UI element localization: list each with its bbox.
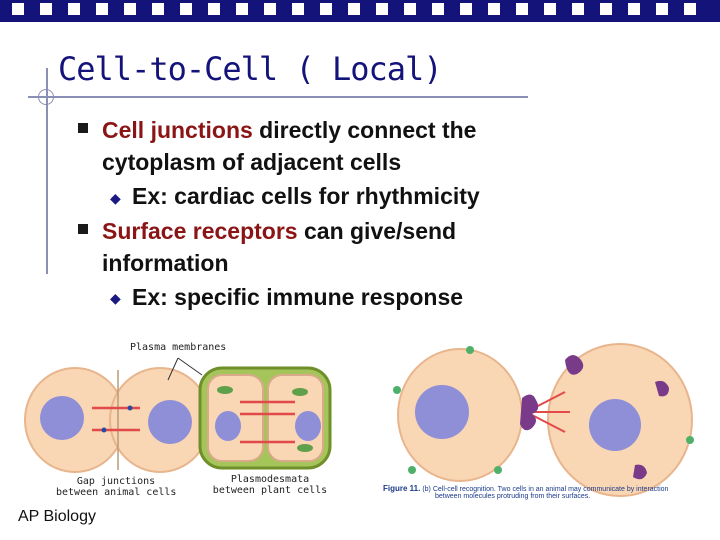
gap-junction-cells <box>25 368 210 472</box>
bar-square <box>628 3 640 15</box>
square-bullet-icon <box>78 123 88 133</box>
bar-square <box>68 3 80 15</box>
bar-square <box>376 3 388 15</box>
bar-square <box>488 3 500 15</box>
bar-square <box>124 3 136 15</box>
figure-caption-line-1: (b) Cell-cell recognition. Two cells in an animal may communicate by interaction <box>422 486 669 493</box>
bullet-2-highlight: Surface receptors <box>102 218 298 244</box>
gap-caption-line-1: Gap junctions <box>76 476 156 487</box>
bar-square <box>236 3 248 15</box>
bar-square <box>180 3 192 15</box>
sub-bullet-2: Ex: specific immune response <box>132 284 464 310</box>
figure-caption-line-2: between molecules protruding from their surfaces. <box>435 493 591 500</box>
cell-recognition-cells <box>393 344 694 496</box>
diamond-bullet-icon: ◆ <box>110 290 121 306</box>
plasmodesmata-caption <box>210 474 330 496</box>
gap-caption-line-2: between animal cells <box>56 487 177 498</box>
gap-junction-caption <box>56 476 176 498</box>
slide-title: Cell-to-Cell ( Local) <box>58 50 442 88</box>
bar-square <box>264 3 276 15</box>
figure-caption <box>383 484 668 500</box>
figure-ref: Figure 11. <box>383 484 421 493</box>
bar-square <box>348 3 360 15</box>
bar-square <box>292 3 304 15</box>
bullet-2-rest: can give/send <box>297 218 457 244</box>
plasmodesmata-cells <box>200 368 330 468</box>
diamond-bullet-icon: ◆ <box>110 190 121 206</box>
bar-square <box>96 3 108 15</box>
bullet-1-rest: directly connect the <box>252 117 477 143</box>
crosshair-icon <box>38 89 54 105</box>
bar-square <box>152 3 164 15</box>
title-underline <box>28 96 528 98</box>
top-bar <box>0 0 720 22</box>
membranes-label: Plasma membranes <box>130 342 227 353</box>
bar-square <box>600 3 612 15</box>
bar-square <box>40 3 52 15</box>
bar-square <box>516 3 528 15</box>
bullet-1-highlight: Cell junctions <box>102 117 253 143</box>
bar-square <box>656 3 668 15</box>
cell-figure <box>0 330 720 540</box>
bullet-1-line-1 <box>102 117 476 144</box>
bar-square <box>12 3 24 15</box>
sub-bullet-1: Ex: cardiac cells for rhythmicity <box>132 183 480 209</box>
bar-square <box>404 3 416 15</box>
bar-square <box>684 3 696 15</box>
bar-square <box>320 3 332 15</box>
bar-square <box>432 3 444 15</box>
bar-square <box>544 3 556 15</box>
bar-square <box>572 3 584 15</box>
bar-square <box>460 3 472 15</box>
bullet-2-line-1 <box>102 218 456 245</box>
plasmo-caption-line-1: Plasmodesmata <box>230 474 310 485</box>
footer-label: AP Biology <box>18 508 96 525</box>
square-bullet-icon <box>78 224 88 234</box>
bullet-1-line-2: cytoplasm of adjacent cells <box>102 149 402 175</box>
bar-square <box>208 3 220 15</box>
bullet-2-line-2: information <box>102 250 229 276</box>
plasmo-caption-line-2: between plant cells <box>212 485 328 496</box>
